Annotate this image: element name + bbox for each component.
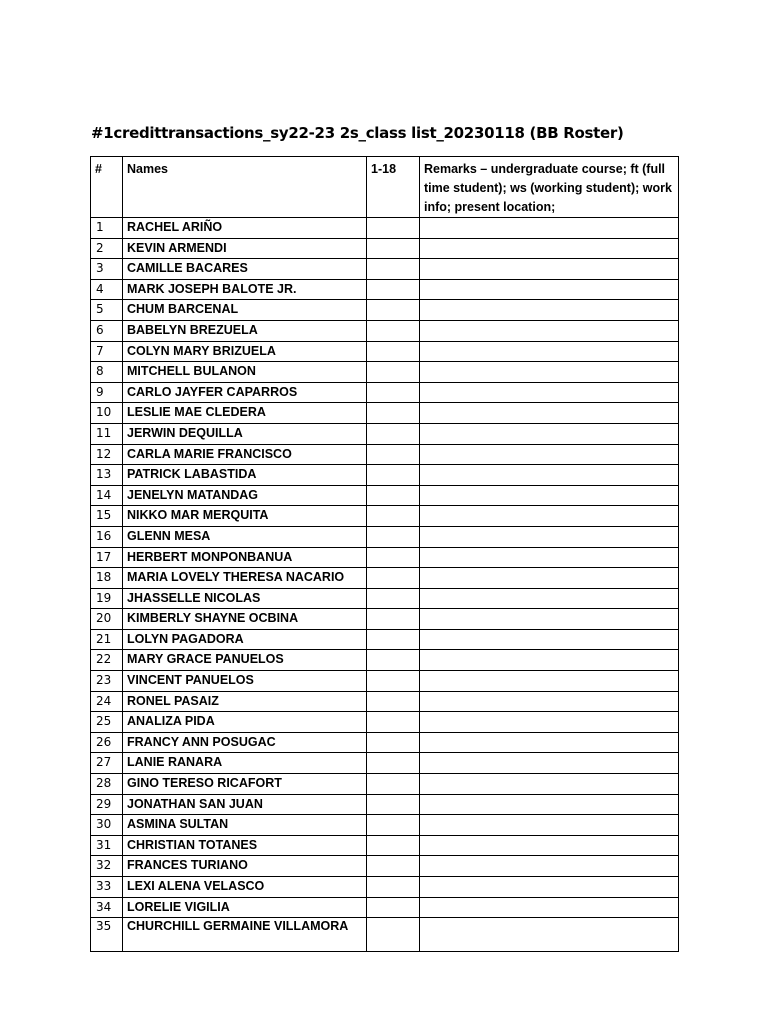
remarks-cell[interactable] — [420, 279, 679, 300]
score-cell[interactable] — [367, 506, 420, 527]
row-number: 12 — [91, 444, 123, 465]
student-name: KEVIN ARMENDI — [123, 238, 367, 259]
table-row — [91, 815, 679, 836]
table-row — [91, 897, 679, 918]
remarks-cell[interactable] — [420, 526, 679, 547]
row-number: 17 — [91, 547, 123, 568]
remarks-cell[interactable] — [420, 835, 679, 856]
row-number: 27 — [91, 753, 123, 774]
student-name: CARLO JAYFER CAPARROS — [123, 382, 367, 403]
score-cell[interactable] — [367, 423, 420, 444]
student-name: CARLA MARIE FRANCISCO — [123, 444, 367, 465]
table-header-row — [91, 157, 679, 218]
remarks-cell[interactable] — [420, 362, 679, 383]
table-row — [91, 444, 679, 465]
header-remarks: Remarks – undergraduate course; ft (full time student); ws (working student); work info; present location; — [420, 157, 679, 218]
remarks-cell[interactable] — [420, 794, 679, 815]
score-cell[interactable] — [367, 320, 420, 341]
student-name: MARIA LOVELY THERESA NACARIO — [123, 568, 367, 589]
student-name: FRANCY ANN POSUGAC — [123, 732, 367, 753]
row-number: 6 — [91, 320, 123, 341]
row-number: 7 — [91, 341, 123, 362]
remarks-cell[interactable] — [420, 774, 679, 795]
student-name: CHUM BARCENAL — [123, 300, 367, 321]
student-name: GLENN MESA — [123, 526, 367, 547]
row-number: 32 — [91, 856, 123, 877]
row-number: 14 — [91, 485, 123, 506]
table-row — [91, 588, 679, 609]
table-row — [91, 609, 679, 630]
row-number: 23 — [91, 671, 123, 692]
table-row — [91, 650, 679, 671]
student-name: JONATHAN SAN JUAN — [123, 794, 367, 815]
score-cell[interactable] — [367, 403, 420, 424]
remarks-cell[interactable] — [420, 547, 679, 568]
student-name: GINO TERESO RICAFORT — [123, 774, 367, 795]
table-row — [91, 877, 679, 898]
remarks-cell[interactable] — [420, 815, 679, 836]
row-number: 2 — [91, 238, 123, 259]
table-row — [91, 320, 679, 341]
score-cell[interactable] — [367, 279, 420, 300]
score-cell[interactable] — [367, 300, 420, 321]
header-score: 1-18 — [367, 157, 420, 218]
remarks-cell[interactable] — [420, 671, 679, 692]
score-cell[interactable] — [367, 691, 420, 712]
table-row — [91, 691, 679, 712]
remarks-cell[interactable] — [420, 918, 679, 952]
row-number: 13 — [91, 465, 123, 486]
remarks-cell[interactable] — [420, 403, 679, 424]
remarks-cell[interactable] — [420, 629, 679, 650]
student-name: RACHEL ARIÑO — [123, 218, 367, 239]
score-cell[interactable] — [367, 732, 420, 753]
table-row — [91, 712, 679, 733]
student-name: LEXI ALENA VELASCO — [123, 877, 367, 898]
student-name: JERWIN DEQUILLA — [123, 423, 367, 444]
row-number: 4 — [91, 279, 123, 300]
row-number: 21 — [91, 629, 123, 650]
student-name: ANALIZA PIDA — [123, 712, 367, 733]
row-number: 30 — [91, 815, 123, 836]
remarks-cell[interactable] — [420, 218, 679, 239]
remarks-cell[interactable] — [420, 341, 679, 362]
student-name: CAMILLE BACARES — [123, 259, 367, 280]
table-row — [91, 506, 679, 527]
score-cell[interactable] — [367, 794, 420, 815]
row-number: 34 — [91, 897, 123, 918]
remarks-cell[interactable] — [420, 238, 679, 259]
remarks-cell[interactable] — [420, 300, 679, 321]
document-title: #1credittransactions_sy22-23 2s_class list_20230118 (BB Roster) — [91, 124, 624, 142]
row-number: 3 — [91, 259, 123, 280]
score-cell[interactable] — [367, 588, 420, 609]
remarks-cell[interactable] — [420, 465, 679, 486]
table-row — [91, 671, 679, 692]
score-cell[interactable] — [367, 238, 420, 259]
remarks-cell[interactable] — [420, 650, 679, 671]
student-name: LORELIE VIGILIA — [123, 897, 367, 918]
row-number: 11 — [91, 423, 123, 444]
row-number: 22 — [91, 650, 123, 671]
table-row — [91, 629, 679, 650]
table-row — [91, 856, 679, 877]
row-number: 24 — [91, 691, 123, 712]
row-number: 31 — [91, 835, 123, 856]
student-name: CHRISTIAN TOTANES — [123, 835, 367, 856]
student-name: MITCHELL BULANON — [123, 362, 367, 383]
row-number: 26 — [91, 732, 123, 753]
row-number: 29 — [91, 794, 123, 815]
row-number: 9 — [91, 382, 123, 403]
remarks-cell[interactable] — [420, 423, 679, 444]
student-name: PATRICK LABASTIDA — [123, 465, 367, 486]
row-number: 10 — [91, 403, 123, 424]
table-row — [91, 403, 679, 424]
score-cell[interactable] — [367, 485, 420, 506]
score-cell[interactable] — [367, 341, 420, 362]
score-cell[interactable] — [367, 897, 420, 918]
score-cell[interactable] — [367, 877, 420, 898]
table-row — [91, 300, 679, 321]
row-number: 25 — [91, 712, 123, 733]
table-row — [91, 918, 679, 952]
student-name: ASMINA SULTAN — [123, 815, 367, 836]
row-number: 20 — [91, 609, 123, 630]
student-name: JENELYN MATANDAG — [123, 485, 367, 506]
student-name: LOLYN PAGADORA — [123, 629, 367, 650]
row-number: 5 — [91, 300, 123, 321]
remarks-cell[interactable] — [420, 753, 679, 774]
table-row — [91, 774, 679, 795]
score-cell[interactable] — [367, 259, 420, 280]
remarks-cell[interactable] — [420, 856, 679, 877]
student-name: JHASSELLE NICOLAS — [123, 588, 367, 609]
table-row — [91, 732, 679, 753]
score-cell[interactable] — [367, 218, 420, 239]
score-cell[interactable] — [367, 465, 420, 486]
table-row — [91, 362, 679, 383]
student-name: RONEL PASAIZ — [123, 691, 367, 712]
table-row — [91, 382, 679, 403]
score-cell[interactable] — [367, 671, 420, 692]
table-row — [91, 526, 679, 547]
score-cell[interactable] — [367, 815, 420, 836]
score-cell[interactable] — [367, 526, 420, 547]
remarks-cell[interactable] — [420, 320, 679, 341]
student-name: NIKKO MAR MERQUITA — [123, 506, 367, 527]
score-cell[interactable] — [367, 629, 420, 650]
row-number: 18 — [91, 568, 123, 589]
student-name: LANIE RANARA — [123, 753, 367, 774]
row-number: 28 — [91, 774, 123, 795]
student-name: COLYN MARY BRIZUELA — [123, 341, 367, 362]
remarks-cell[interactable] — [420, 444, 679, 465]
table-row — [91, 423, 679, 444]
score-cell[interactable] — [367, 856, 420, 877]
table-row — [91, 485, 679, 506]
score-cell[interactable] — [367, 609, 420, 630]
table-row — [91, 568, 679, 589]
row-number: 1 — [91, 218, 123, 239]
remarks-cell[interactable] — [420, 485, 679, 506]
student-name: VINCENT PANUELOS — [123, 671, 367, 692]
row-number: 15 — [91, 506, 123, 527]
row-number: 19 — [91, 588, 123, 609]
student-name: MARY GRACE PANUELOS — [123, 650, 367, 671]
score-cell[interactable] — [367, 712, 420, 733]
class-roster-table — [90, 156, 679, 952]
remarks-cell[interactable] — [420, 259, 679, 280]
score-cell[interactable] — [367, 444, 420, 465]
header-names: Names — [123, 157, 367, 218]
table-row — [91, 218, 679, 239]
table-row — [91, 465, 679, 486]
student-name: CHURCHILL GERMAINE VILLAMORA — [123, 918, 367, 952]
student-name: BABELYN BREZUELA — [123, 320, 367, 341]
row-number: 8 — [91, 362, 123, 383]
student-name: LESLIE MAE CLEDERA — [123, 403, 367, 424]
score-cell[interactable] — [367, 382, 420, 403]
row-number: 33 — [91, 877, 123, 898]
remarks-cell[interactable] — [420, 897, 679, 918]
table-row — [91, 259, 679, 280]
row-number: 16 — [91, 526, 123, 547]
table-row — [91, 279, 679, 300]
score-cell[interactable] — [367, 774, 420, 795]
student-name: KIMBERLY SHAYNE OCBINA — [123, 609, 367, 630]
table-row — [91, 753, 679, 774]
remarks-cell[interactable] — [420, 712, 679, 733]
row-number: 35 — [91, 918, 123, 952]
table-row — [91, 238, 679, 259]
score-cell[interactable] — [367, 568, 420, 589]
student-name: HERBERT MONPONBANUA — [123, 547, 367, 568]
remarks-cell[interactable] — [420, 609, 679, 630]
table-row — [91, 835, 679, 856]
score-cell[interactable] — [367, 547, 420, 568]
table-row — [91, 547, 679, 568]
student-name: MARK JOSEPH BALOTE JR. — [123, 279, 367, 300]
header-number: # — [91, 157, 123, 218]
score-cell[interactable] — [367, 918, 420, 952]
score-cell[interactable] — [367, 753, 420, 774]
table-row — [91, 341, 679, 362]
remarks-cell[interactable] — [420, 382, 679, 403]
score-cell[interactable] — [367, 650, 420, 671]
remarks-cell[interactable] — [420, 568, 679, 589]
remarks-cell[interactable] — [420, 691, 679, 712]
score-cell[interactable] — [367, 362, 420, 383]
remarks-cell[interactable] — [420, 506, 679, 527]
remarks-cell[interactable] — [420, 732, 679, 753]
table-body — [91, 218, 679, 952]
score-cell[interactable] — [367, 835, 420, 856]
student-name: FRANCES TURIANO — [123, 856, 367, 877]
table-row — [91, 794, 679, 815]
remarks-cell[interactable] — [420, 877, 679, 898]
remarks-cell[interactable] — [420, 588, 679, 609]
